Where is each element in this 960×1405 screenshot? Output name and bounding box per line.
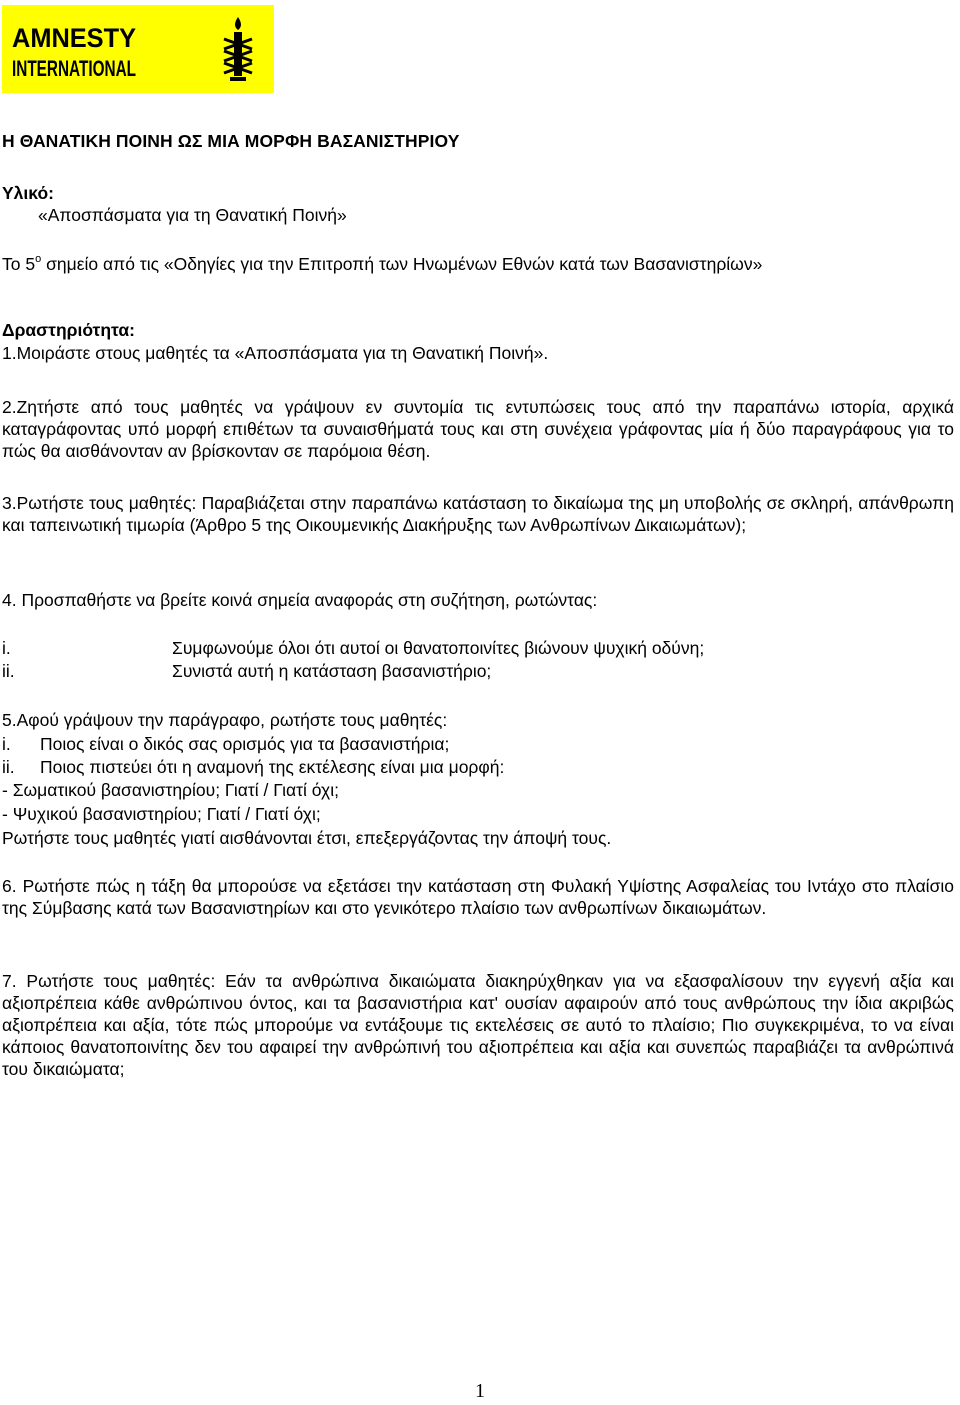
material-item-2 [2,253,954,275]
list-text: Ποιος πιστεύει ότι η αναμονή της εκτέλεσης είναι μια μορφή: [40,757,505,777]
step-5-sub-2: - Ψυχικού βασανιστηρίου; Γιατί / Γιατί όχι; [2,804,321,824]
activity-step-7: 7. Ρωτήστε τους μαθητές: Εάν τα ανθρώπινα δικαιώματα διακηρύχθηκαν για να εξασφαλίσουν την εγγενή αξία και αξιοπρέπεια κάθε ανθρώπινου όντος, και τα βασανιστήρια κατ' ουσίαν αφαιρούν από τους ανθρώπους την ίδια ακριβώς αξιοπρέπεια και αξία, τότε πώς μπορούμε να εντάξουμε τις εκτελέσεις σε αυτό το πλαίσιο; Πιο συγκεκριμένα, το να είναι κάποιος θανατοποινίτης δεν του αφαιρεί την ανθρώπινή του αξιοπρέπεια και αξία και συνεπώς παραβιάζει τα ανθρώπινά του δικαιώματα; [2,971,954,1079]
candle-barbed-wire-icon [216,15,260,85]
activity-step-1: 1.Μοιράστε στους μαθητές τα «Αποσπάσματα για τη Θανατική Ποινή». [2,343,549,363]
list-text: Ποιος είναι ο δικός σας ορισμός για τα βασανιστήρια; [40,734,450,754]
list-number: ii. [2,757,15,777]
material-item-2-post: σημείο από τις «Οδηγίες για την Επιτροπή των Ηνωμένων Εθνών κατά των Βασανιστηρίων» [41,254,763,274]
step-5-item-1 [2,733,954,755]
list-number: i. [2,734,11,754]
activity-step-4: 4. Προσπαθήστε να βρείτε κοινά σημεία αναφοράς στη συζήτηση, ρωτώντας: [2,590,598,610]
logo-line1: AMNESTY [12,25,136,53]
list-text: Συνιστά αυτή η κατάσταση βασανιστήριο; [172,661,492,681]
step-5-sub-1: - Σωματικού βασανιστηρίου; Γιατί / Γιατί όχι; [2,780,339,800]
logo-line2: INTERNATIONAL [12,56,136,81]
amnesty-logo [2,5,274,93]
step-4-item-2 [2,660,954,682]
document-title: Η ΘΑΝΑΤΙΚΗ ΠΟΙΝΗ ΩΣ ΜΙΑ ΜΟΡΦΗ ΒΑΣΑΝΙΣΤΗΡΙΟΥ [2,131,460,151]
step-5-close: Ρωτήστε τους μαθητές γιατί αισθάνονται έτσι, επεξεργάζοντας την άποψή τους. [2,828,612,848]
superscript-o: ο [35,253,42,266]
activity-label: Δραστηριότητα: [2,320,135,340]
material-item-1: «Αποσπάσματα για τη Θανατική Ποινή» [38,205,347,225]
page-number: 1 [475,1380,485,1402]
step-4-item-1 [2,637,954,659]
logo-wordmark [12,25,212,89]
list-number: ii. [2,661,15,681]
activity-step-6: 6. Ρωτήστε πώς η τάξη θα μπορούσε να εξετάσει την κατάσταση στη Φυλακή Υψίστης Ασφαλείας του Ιντάχο στο πλαίσιο της Σύμβασης κατά των Βασανιστηρίων και στο γενικότερο πλαίσιο των ανθρωπίνων δικαιωμάτων. [2,876,954,918]
list-number: i. [2,638,11,658]
list-text: Συμφωνούμε όλοι ότι αυτοί οι θανατοποινίτες βιώνουν ψυχική οδύνη; [172,638,705,658]
activity-step-2: 2.Ζητήστε από τους μαθητές να γράψουν εν συντομία τις εντυπώσεις τους από την παραπάνω ιστορία, αρχικά καταγράφοντας υπό μορφή επιθέτων τα συναισθήματά τους και στη συνέχεια γράφοντας μία ή δύο παραγράφους για το πώς θα αισθάνονταν αν βρίσκονταν σε παρόμοια θέση. [2,397,954,461]
material-item-2-pre: Το 5 [2,254,36,274]
activity-step-3: 3.Ρωτήστε τους μαθητές: Παραβιάζεται στην παραπάνω κατάσταση το δικαίωμα της μη υποβολής σε σκληρή, απάνθρωπη και ταπεινωτική τιμωρία (Άρθρο 5 της Οικουμενικής Διακήρυξης των Ανθρωπίνων Δικαιωμάτων); [2,493,954,535]
activity-step-5: 5.Αφού γράψουν την παράγραφο, ρωτήστε τους μαθητές: [2,710,448,730]
step-5-item-2 [2,756,954,778]
material-label: Υλικό: [2,183,54,203]
